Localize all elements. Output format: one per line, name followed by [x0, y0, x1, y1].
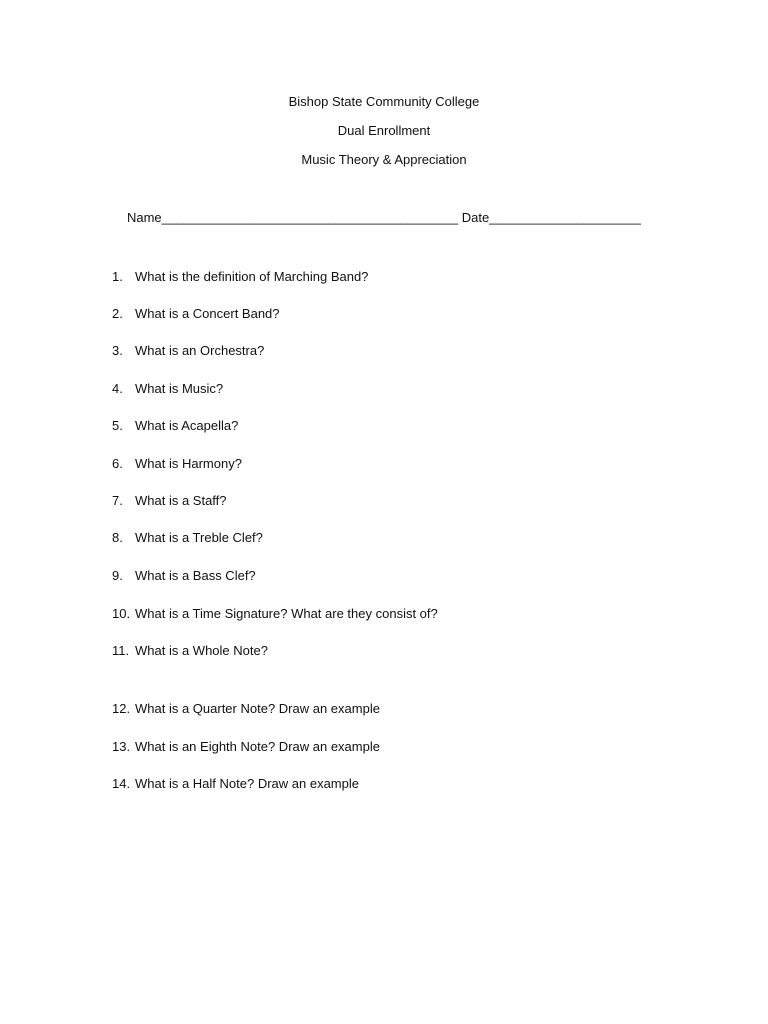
question-text: What is Acapella? [135, 418, 239, 433]
question-number: 3. [112, 343, 123, 358]
question-item [112, 493, 227, 509]
question-number: 8. [112, 530, 123, 545]
program-heading: Dual Enrollment [337, 123, 431, 138]
question-text: What is an Orchestra? [135, 343, 265, 358]
question-number: 13. [112, 739, 131, 754]
question-item [112, 418, 238, 434]
question-item [112, 343, 264, 359]
question-item [112, 606, 438, 622]
question-number: 7. [112, 493, 123, 508]
question-text: What is Music? [135, 381, 224, 396]
question-text: What is the definition of Marching Band? [135, 269, 369, 284]
question-item [112, 739, 380, 755]
question-item [112, 776, 359, 792]
question-number: 6. [112, 456, 123, 471]
question-number: 9. [112, 568, 123, 583]
question-text: What is a Half Note? Draw an example [135, 776, 359, 791]
question-item [112, 568, 256, 584]
question-number: 4. [112, 381, 123, 396]
name-date-row [0, 210, 768, 226]
question-text: What is a Time Signature? What are they consist of? [135, 606, 438, 621]
date-field: Date_____________________ [461, 210, 642, 225]
question-number: 14. [112, 776, 131, 791]
question-text: What is a Staff? [135, 493, 227, 508]
question-text: What is a Quarter Note? Draw an example [135, 701, 380, 716]
question-item [112, 530, 263, 546]
question-number: 10. [112, 606, 131, 621]
question-item [112, 701, 380, 717]
question-item [112, 381, 223, 397]
question-number: 2. [112, 306, 123, 321]
question-text: What is an Eighth Note? Draw an example [135, 739, 380, 754]
question-item [112, 269, 368, 285]
question-item [112, 643, 268, 659]
question-text: What is Harmony? [135, 456, 242, 471]
question-number: 5. [112, 418, 123, 433]
question-text: What is a Concert Band? [135, 306, 280, 321]
name-field: Name_________________________________________ [126, 210, 459, 225]
question-number: 1. [112, 269, 123, 284]
question-text: What is a Bass Clef? [135, 568, 256, 583]
question-item [112, 306, 280, 322]
question-text: What is a Treble Clef? [135, 530, 263, 545]
question-text: What is a Whole Note? [135, 643, 268, 658]
question-item [112, 456, 242, 472]
question-number: 12. [112, 701, 131, 716]
question-number: 11. [112, 643, 130, 658]
institution-heading: Bishop State Community College [288, 94, 480, 109]
course-heading: Music Theory & Appreciation [301, 152, 467, 167]
